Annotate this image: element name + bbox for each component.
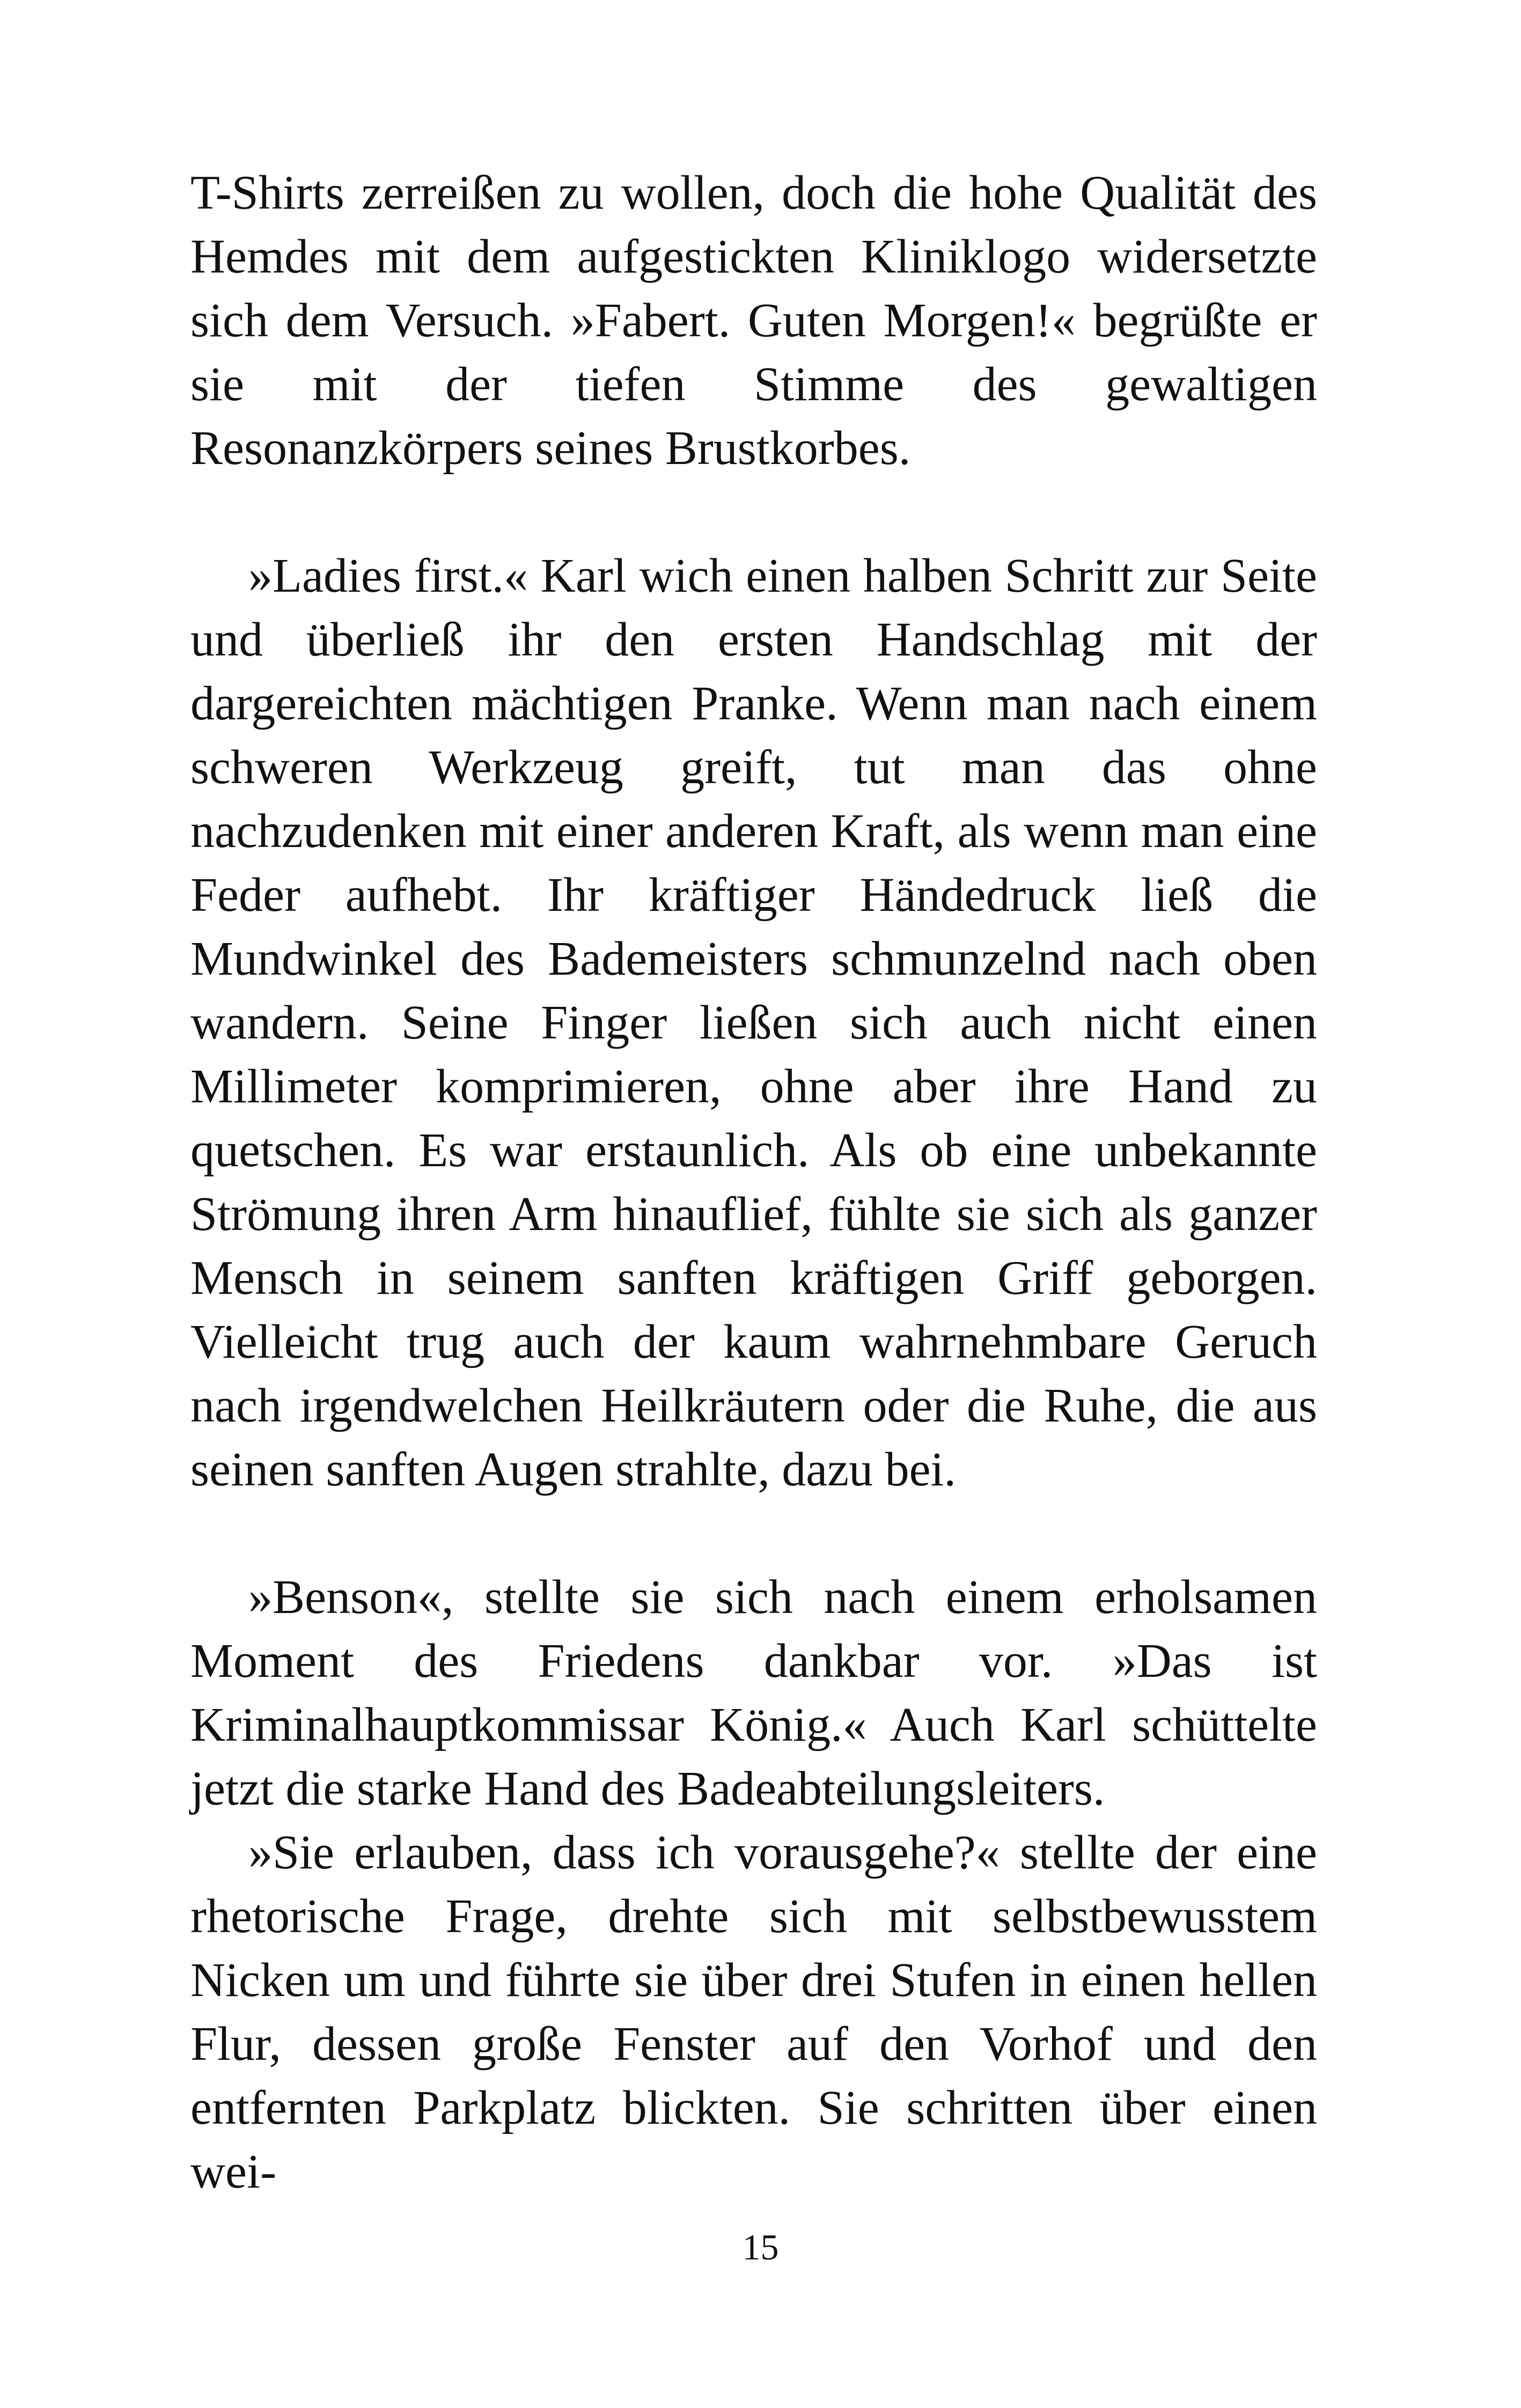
paragraph-vorausgehe: »Sie erlauben, dass ich vorausgehe?« stellte der eine rhetorische Frage, drehte sich mit selbstbewusstem Nicken um und führte sie über drei Stufen in einen hellen Flur, dessen große Fenster auf den Vorhof und den entfernten Parkplatz blickten. Sie schritten über einen wei-: [190, 1826, 1317, 2198]
paragraph-benson: »Benson«, stellte sie sich nach einem erholsamen Moment des Friedens dankbar vor. »Das ist Kriminalhauptkommissar König.« Auch Karl schüttelte jetzt die starke Hand des Badeabteilungsleiters.: [190, 1571, 1317, 1815]
body-text: [190, 161, 1317, 2204]
paragraph-continued: T-Shirts zerreißen zu wollen, doch die hohe Qualität des Hemdes mit dem aufgestickten Kliniklogo widersetzte sich dem Versuch. »Fabert. Guten Morgen!« begrüßte er sie mit der tiefen Stimme des gewaltigen Resonanzkörpers seines Brustkorbes.: [190, 166, 1317, 475]
paragraph-ladies-first: »Ladies first.« Karl wich einen halben Schritt zur Seite und überließ ihr den ersten Handschlag mit der dargereichten mächtigen Pranke. Wenn man nach einem schweren Werkzeug greift, tut man das ohne nachzudenken mit einer anderen Kraft, als wenn man eine Feder aufhebt. Ihr kräftiger Händedruck ließ die Mundwinkel des Bademeisters schmunzelnd nach oben wandern. Seine Finger ließen sich auch nicht einen Millimeter komprimieren, ohne aber ihre Hand zu quetschen. Es war erstaunlich. Als ob eine unbekannte Strömung ihren Arm hinauflief, fühlte sie sich als ganzer Mensch in seinem sanften kräftigen Griff geborgen. Vielleicht trug auch der kaum wahrnehmbare Geruch nach irgendwelchen Heilkräutern oder die Ruhe, die aus seinen sanften Augen strahlte, dazu bei.: [190, 549, 1317, 1496]
page-number: 15: [742, 2227, 779, 2267]
